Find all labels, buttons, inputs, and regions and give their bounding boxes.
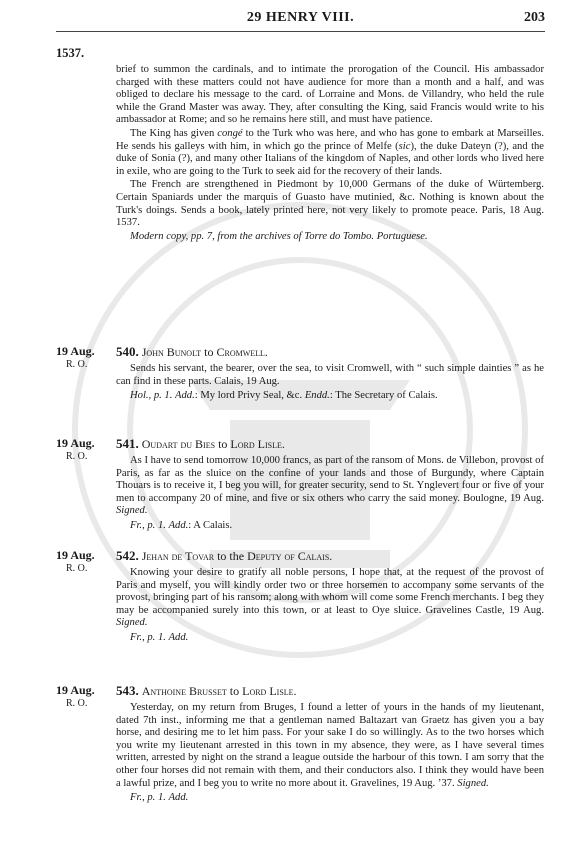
page-number: 203: [524, 10, 545, 25]
entry-meta: Fr., p. 1. Add.: [130, 792, 189, 804]
entry-text: As I have to send tomorrow 10,000 francs, as part of the ransom of Mons. de Villebon, provost of Paris, as far as the sluice on the confine of your lands and those of Burgundy, where Captain Thouars is to receive it, I beg you will, for greater security, send to St. Ynglevert four or five of your men to accompany 20 of mine, and five or six others who carry the said money. Boulogne, 19 Aug. Signed.: [116, 455, 544, 517]
entry-number: 543.: [116, 683, 139, 698]
entry-sender: Anthoine Brusset: [141, 684, 227, 698]
entry-number: 541.: [116, 436, 139, 451]
entry-heading: [116, 683, 544, 699]
entry-source: R. O.: [66, 698, 88, 709]
continued-paragraph-3: The French are strengthened in Piedmont by 10,000 Germans of the duke of Würtemberg. Certain Spaniards under the marquis of Guasto have mutinied, &c. Nothing is known about the Turk's doings. Sends a book, lately printed here, not very likely to promote peace. Paris, 18 Aug. 1537.: [116, 179, 544, 229]
entry-meta: Fr., p. 1. Add.: [130, 631, 189, 643]
entry-meta: Fr., p. 1. Add.: A Calais.: [130, 519, 233, 531]
entry-number: 540.: [116, 344, 139, 359]
entry-to: to: [204, 345, 214, 359]
entry-to: to the: [217, 549, 245, 563]
running-title: 29 HENRY VIII.: [246, 10, 355, 25]
entry-sender: Oudart du Bies: [141, 437, 216, 451]
entry-text: Sends his servant, the bearer, over the sea, to visit Cromwell, with “ such simple dainties ” as he can find in these parts. Calais, 19 Aug.: [116, 363, 544, 387]
entry-to: to: [229, 684, 240, 698]
entry-recipient: Cromwell.: [216, 345, 268, 359]
entry-recipient: Lord Lisle.: [242, 684, 297, 698]
continued-paragraph-2: The King has given congé to the Turk who was here, and who has gone to embark at Marseilles. He sends his galleys with him, in which go the prince of Melfe (sic), the duke Dateyn (?), and the duke of Sonia (?), and many other Italians of the kingdom of Naples, and other lords who lived here in exile, who are going to the Turk to seek aid for the recovery of their lands.: [116, 127, 545, 177]
entry-text: Knowing your desire to gratify all noble persons, I hope that, at the request of the provost of Paris and myself, you will kindly order two or three horsemen to accompany some servants of the provost, bringing part of his ransom; along with whom will come some French merchants. I beg they may be accompanied surely into this town, or at least to Oye sluice. Gravelines Castle, 19 Aug. Signed.: [116, 567, 544, 629]
entry-heading: [116, 548, 544, 564]
entry-body: [116, 436, 544, 533]
entry-number: 542.: [116, 548, 139, 563]
entry-to: to: [218, 437, 228, 451]
entry-text: Yesterday, on my return from Bruges, I found a letter of yours in the hands of my lieutenant, dated 7th inst., informing me that a gentleman named Baltazart van Graetz has given you a bay horse, and desiring me to let him pass. For your sake I do so willingly. As to the two horses which you write my lieutenant arrested in this town in my absence, they were, as I have several times written, arrested by night on the strand a league outside the harbour of this town. I am sorry that the other four horses did not remain with them, and their conductors also. I think they would have been a lawful prize, and I beg you to write no more about it. Gravelines, 19 Aug. ’37. Signed.: [116, 702, 544, 789]
entry-recipient: Lord Lisle.: [230, 437, 285, 451]
continued-paragraph-1: brief to summon the cardinals, and to intimate the prorogation of the Council. His ambassador charged with these matters could not have audience for more than a month and a half, and was obliged to declare his message to the card. of Lorraine and Mons. de Villandry, who held the rule while the Grand Master was away. They, after consulting the King, said Francis would write to his ambassador at Rome; and so he remains here still, and must have patience.: [116, 64, 544, 126]
entry-heading: [116, 436, 544, 452]
entry-recipient: Deputy of Calais.: [247, 549, 333, 563]
source-note: Modern copy, pp. 7, from the archives of Torre do Tombo. Portuguese.: [130, 230, 428, 242]
entry-heading: [116, 344, 544, 360]
entry-sender: John Bunolt: [141, 345, 202, 359]
entry-source: R. O.: [66, 359, 88, 370]
entry-source: R. O.: [66, 563, 88, 574]
year-label: 1537.: [56, 46, 85, 60]
entry-sender: Jehan de Tovar: [141, 549, 215, 563]
entry-date: 19 Aug.: [56, 683, 95, 697]
entry-body: [116, 548, 544, 645]
entry-date: 19 Aug.: [56, 436, 95, 450]
entry-body: [116, 683, 544, 805]
entry-source: R. O.: [66, 451, 88, 462]
entry-body: [116, 344, 544, 403]
entry-date: 19 Aug.: [56, 548, 95, 562]
entry-date: 19 Aug.: [56, 344, 95, 358]
entry-meta: Hol., p. 1. Add.: My lord Privy Seal, &c. Endd.: The Secretary of Calais.: [130, 390, 438, 402]
continued-letter: [116, 64, 544, 243]
running-head: [56, 10, 545, 32]
